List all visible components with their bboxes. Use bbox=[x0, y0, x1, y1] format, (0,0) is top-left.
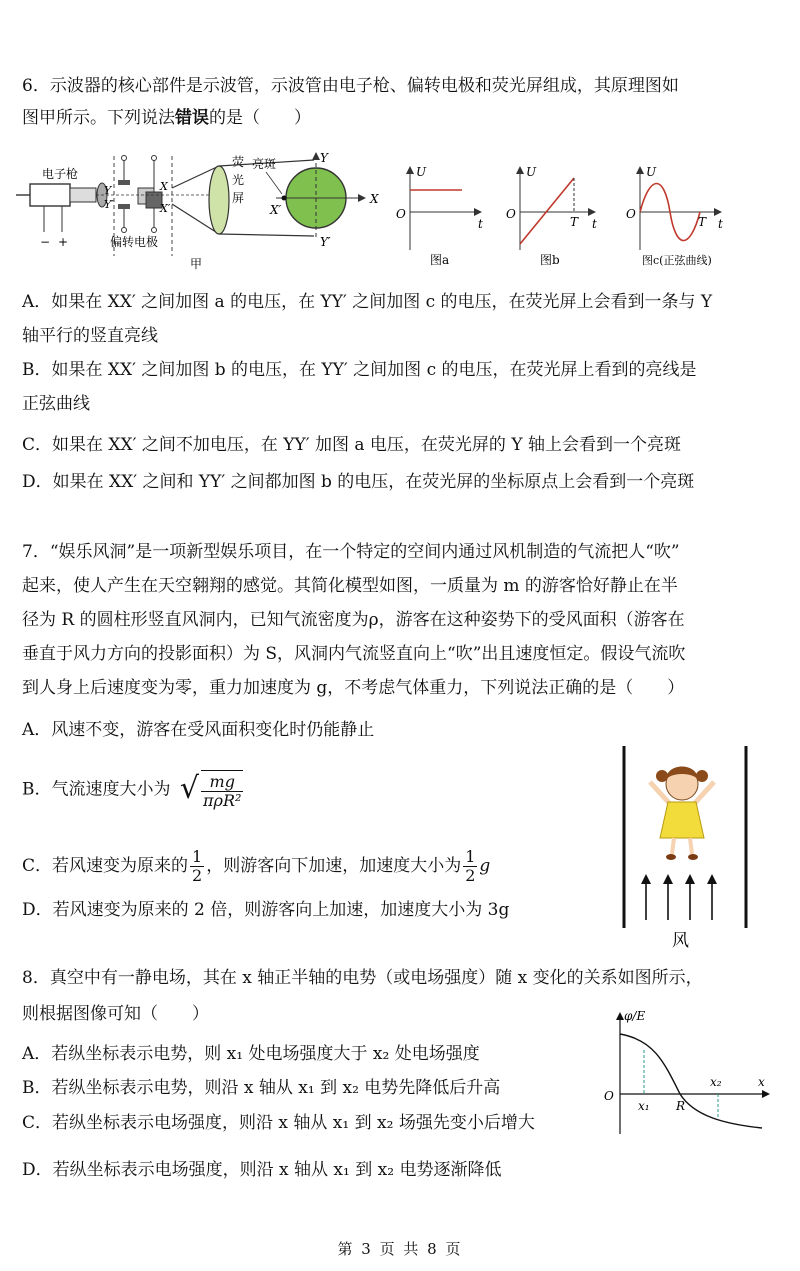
screen-char-1: 荧 bbox=[232, 155, 245, 169]
screen-label-Y: Y bbox=[320, 151, 328, 165]
graph-b-y-arrow bbox=[516, 166, 524, 174]
y-plate-top bbox=[118, 180, 130, 185]
graph-b-xlabel: t bbox=[592, 217, 597, 231]
sqrt-expression bbox=[180, 770, 246, 810]
q6-option-d: D．如果在 XX′ 之间和 YY′ 之间都加图 b 的电压，在荧光屏的坐标原点上会看到一个亮斑 bbox=[22, 472, 695, 492]
screen-label-Yp: Y′ bbox=[320, 235, 331, 249]
q7-stem-line2: 起来，使人产生在天空翱翔的感觉。其简化模型如图，一质量为 m 的游客恰好静止在半 bbox=[22, 576, 678, 596]
graph-a-origin: O bbox=[396, 207, 406, 221]
q7-option-c-g: g bbox=[479, 856, 491, 876]
q8-option-c: C．若纵坐标表示电场强度，则沿 x 轴从 x₁ 到 x₂ 场强先变小后增大 bbox=[22, 1113, 535, 1133]
q8-xlabel: x bbox=[758, 1075, 765, 1089]
wind-arrowhead-2 bbox=[663, 874, 673, 884]
q7-option-a: A．风速不变，游客在受风面积变化时仍能静止 bbox=[22, 720, 375, 740]
graph-c-xlabel: t bbox=[718, 217, 723, 231]
screen-label-Xp: X′ bbox=[270, 203, 282, 217]
child-bun-right bbox=[696, 770, 708, 782]
graph-a bbox=[392, 160, 492, 272]
child-shoe-right bbox=[688, 854, 698, 860]
sqrt-fraction bbox=[201, 770, 243, 810]
graph-b-ramp bbox=[520, 178, 574, 244]
gun-body bbox=[30, 184, 70, 206]
q7-option-c-text2: ，则游客向下加速，加速度大小为 bbox=[206, 856, 462, 876]
q8-x2-label: x₂ bbox=[710, 1075, 722, 1089]
q8-graph bbox=[594, 1006, 774, 1140]
gun-plus: + bbox=[58, 235, 69, 249]
q6-option-a-line2: 轴平行的竖直亮线 bbox=[22, 326, 158, 346]
page-footer: 第 3 页 共 8 页 bbox=[337, 1240, 463, 1258]
child-bun-left bbox=[656, 770, 668, 782]
y-plate-bottom bbox=[118, 204, 130, 209]
plate-label-Xp: X′ bbox=[160, 202, 171, 215]
q7-stem-line1: 7．“娱乐风洞”是一项新型娱乐项目，在一个特定的空间内通过风机制造的气流把人“吹” bbox=[22, 542, 680, 562]
cylinder-bottom bbox=[219, 234, 314, 236]
gun-label: 电子枪 bbox=[42, 167, 79, 181]
child-leg-left bbox=[672, 838, 674, 854]
frac1-denominator: 2 bbox=[192, 866, 203, 885]
screen-char-3: 屏 bbox=[232, 191, 245, 205]
q7-option-b bbox=[22, 770, 245, 810]
wind-label: 风 bbox=[672, 931, 689, 951]
sqrt-numerator: mg bbox=[201, 773, 243, 792]
graph-a-y-arrow bbox=[406, 166, 414, 174]
graph-a-ylabel: U bbox=[416, 165, 427, 179]
graph-b bbox=[500, 160, 610, 272]
q8-R-label: R bbox=[676, 1099, 686, 1113]
wind-arrowhead-4 bbox=[707, 874, 717, 884]
screen-char-2: 光 bbox=[232, 173, 245, 187]
graph-c-origin: O bbox=[626, 207, 636, 221]
graph-c-ylabel: U bbox=[646, 165, 657, 179]
wind-tunnel-figure bbox=[610, 742, 760, 952]
q6-stem-emphasis: 错误 bbox=[175, 108, 209, 128]
q8-stem-line2: 则根据图像可知（ ） bbox=[22, 1004, 209, 1024]
graph-c-T: T bbox=[698, 215, 707, 229]
graph-b-x-arrow bbox=[588, 208, 596, 216]
q7-option-c-text1: C．若风速变为原来的 bbox=[22, 856, 189, 876]
q7-option-d: D．若风速变为原来的 2 倍，则游客向上加速，加速度大小为 3g bbox=[22, 900, 510, 920]
bright-spot bbox=[282, 196, 287, 201]
graph-b-T: T bbox=[570, 215, 579, 229]
q6-option-b-line2: 正弦曲线 bbox=[22, 394, 90, 414]
screen-label-X: X bbox=[370, 192, 379, 206]
graph-a-xlabel: t bbox=[478, 217, 483, 231]
terminal-4 bbox=[152, 228, 157, 233]
q8-x-arrow bbox=[762, 1090, 770, 1098]
q8-ylabel: φ/E bbox=[624, 1009, 646, 1023]
oscilloscope-diagram bbox=[14, 148, 384, 276]
plate-label-X: X bbox=[160, 180, 168, 193]
q8-option-a: A．若纵坐标表示电势，则 x₁ 处电场强度大于 x₂ 处电场强度 bbox=[22, 1044, 480, 1064]
graph-c bbox=[618, 160, 746, 272]
child-dress bbox=[660, 802, 704, 838]
graph-c-caption: 图c(正弦曲线) bbox=[642, 254, 712, 267]
q8-stem-line1: 8．真空中有一静电场，其在 x 轴正半轴的电势（或电场强度）随 x 变化的关系如图所示， bbox=[22, 968, 703, 988]
screen-y-arrow bbox=[312, 152, 320, 160]
q8-origin: O bbox=[604, 1089, 614, 1103]
q6-stem-paren: 的是（ ） bbox=[209, 108, 311, 128]
q7-option-c bbox=[22, 848, 490, 885]
terminal-3 bbox=[152, 156, 157, 161]
q8-y-arrow bbox=[616, 1012, 624, 1020]
q6-stem-line2 bbox=[22, 106, 311, 130]
graph-c-x-arrow bbox=[714, 208, 722, 216]
graph-b-origin: O bbox=[506, 207, 516, 221]
frac2-denominator: 2 bbox=[465, 866, 476, 885]
electrode-label: 偏转电极 bbox=[110, 235, 159, 249]
screen-x-arrow bbox=[358, 194, 366, 202]
wind-arrowhead-1 bbox=[641, 874, 651, 884]
spot-pointer bbox=[266, 172, 282, 194]
q8-x1-label: x₁ bbox=[638, 1099, 650, 1113]
graph-c-y-arrow bbox=[636, 166, 644, 174]
q6-option-a-line1: A．如果在 XX′ 之间加图 a 的电压，在 YY′ 之间加图 c 的电压，在荧光屏上会看到一条与 Y bbox=[22, 292, 713, 312]
spot-label: 亮斑 bbox=[252, 157, 277, 171]
diagram-label-jia: 甲 bbox=[190, 257, 203, 271]
sqrt-sign: √ bbox=[179, 770, 200, 806]
q7-fraction-1 bbox=[190, 848, 204, 885]
frac2-numerator: 1 bbox=[465, 847, 476, 866]
child-shoe-left bbox=[666, 854, 676, 860]
q7-stem-line3: 径为 R 的圆柱形竖直风洞内，已知气流密度为ρ，游客在这种姿势下的受风面积（游客在 bbox=[22, 610, 685, 630]
q6-option-c: C．如果在 XX′ 之间不加电压，在 YY′ 加图 a 电压，在荧光屏的 Y 轴上会看到一个亮斑 bbox=[22, 435, 681, 455]
frac1-numerator: 1 bbox=[192, 847, 203, 866]
q7-stem-line5: 到人身上后速度变为零，重力加速度为 g，不考虑气体重力，下列说法正确的是（ ） bbox=[22, 678, 685, 698]
child-leg-right bbox=[690, 838, 692, 854]
child-figure bbox=[650, 767, 714, 861]
q6-stem-text: 图甲所示。下列说法 bbox=[22, 108, 175, 128]
q7-fraction-2 bbox=[463, 848, 477, 885]
q8-option-d: D．若纵坐标表示电场强度，则沿 x 轴从 x₁ 到 x₂ 电势逐渐降低 bbox=[22, 1160, 502, 1180]
graph-a-caption: 图a bbox=[430, 253, 450, 267]
q8-curve bbox=[620, 1034, 762, 1128]
q7-option-b-text: B．气流速度大小为 bbox=[22, 779, 171, 800]
sqrt-denominator: πρR² bbox=[203, 791, 242, 810]
screen-inner bbox=[209, 166, 229, 234]
graph-b-caption: 图b bbox=[540, 253, 560, 267]
wind-arrowhead-3 bbox=[685, 874, 695, 884]
plate-label-Y: Y bbox=[104, 184, 112, 197]
graph-a-x-arrow bbox=[474, 208, 482, 216]
terminal-1 bbox=[122, 156, 127, 161]
plate-label-Yp: Y′ bbox=[104, 198, 114, 211]
q7-stem-line4: 垂直于风力方向的投影面积）为 S，风洞内气流竖直向上“吹”出且速度恒定。假设气流吹 bbox=[22, 644, 686, 664]
q6-option-b-line1: B．如果在 XX′ 之间加图 b 的电压，在 YY′ 之间加图 c 的电压，在荧光屏上看到的亮线是 bbox=[22, 360, 697, 380]
gun-minus: − bbox=[40, 235, 51, 249]
graph-b-ylabel: U bbox=[526, 165, 537, 179]
terminal-2 bbox=[122, 228, 127, 233]
q6-stem-line1: 6．示波器的核心部件是示波管，示波管由电子枪、偏转电极和荧光屏组成，其原理图如 bbox=[22, 76, 679, 96]
q8-option-b: B．若纵坐标表示电势，则沿 x 轴从 x₁ 到 x₂ 电势先降低后升高 bbox=[22, 1078, 501, 1098]
gun-nozzle bbox=[70, 188, 96, 202]
